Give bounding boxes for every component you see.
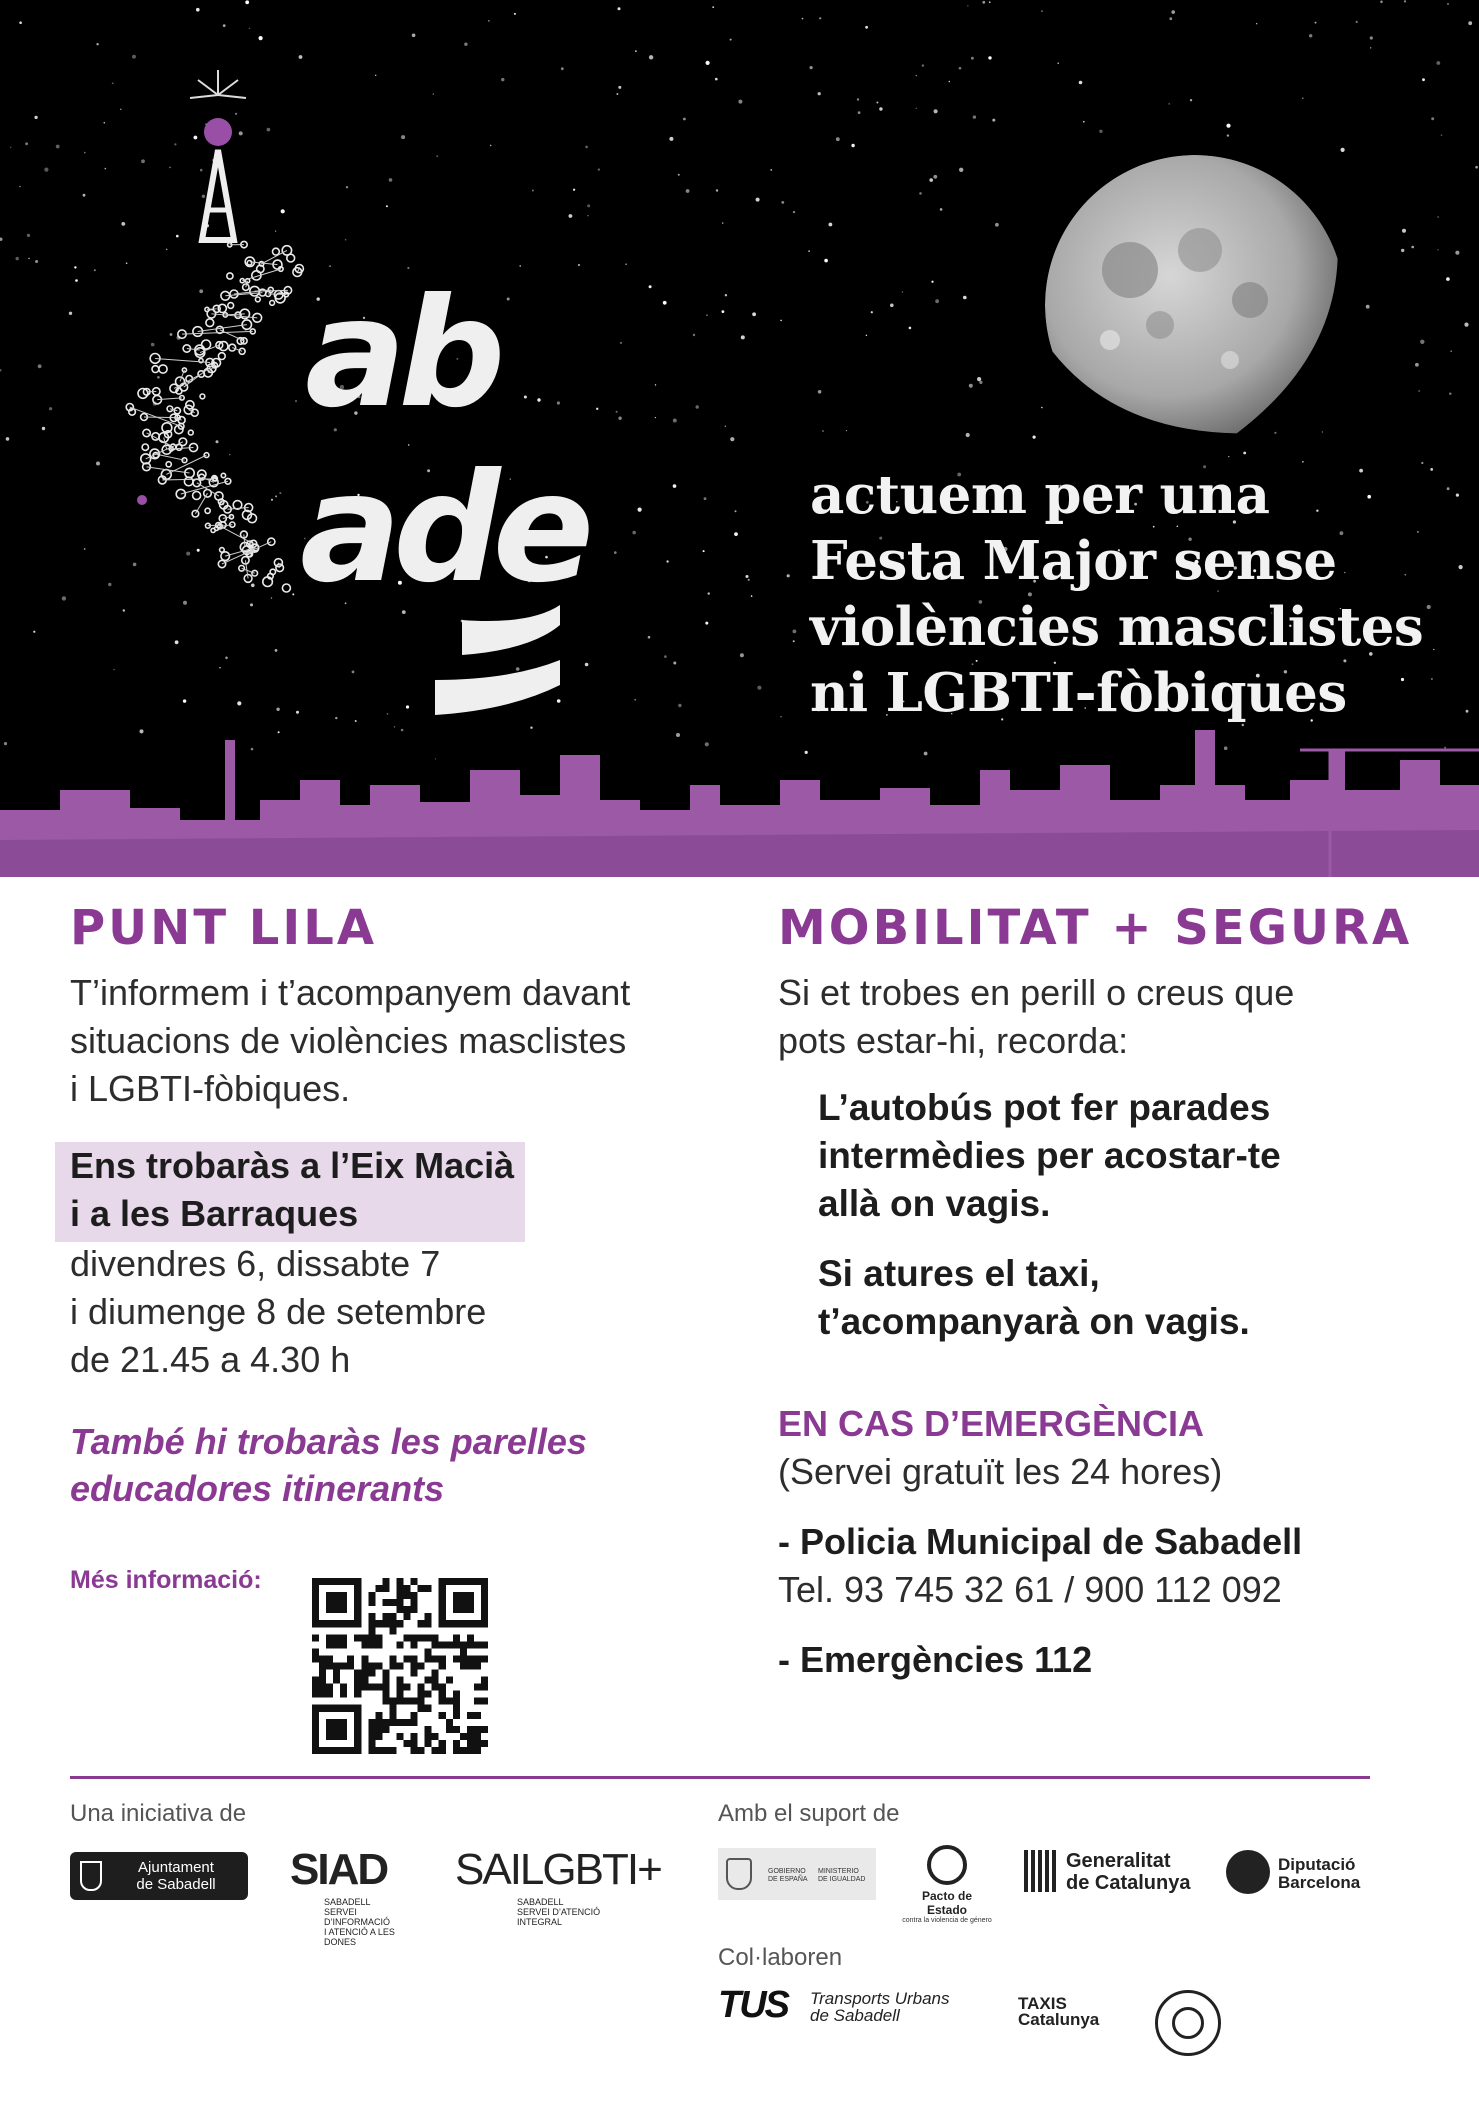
city-skyline — [0, 730, 1479, 877]
qr-code[interactable] — [312, 1578, 488, 1754]
educators-line: educadores itinerants — [70, 1468, 445, 1509]
bus-tip-line: allà on vagis. — [818, 1183, 1051, 1224]
logo-line: Barcelona — [1278, 1873, 1361, 1892]
radio-taxi-seal-icon — [1155, 1990, 1221, 2056]
logo-line: Transports Urbans — [810, 1989, 950, 2008]
support-label: Amb el suport de — [718, 1800, 900, 1827]
diputacio-text — [1278, 1856, 1360, 1892]
siad-subtext — [324, 1897, 415, 1947]
initiative-label: Una iniciativa de — [70, 1800, 247, 1827]
logo-line: Diputació — [1278, 1855, 1356, 1874]
schedule-line: divendres 6, dissabte 7 — [70, 1243, 441, 1284]
crest-icon — [726, 1858, 752, 1890]
bus-tip — [818, 1084, 1281, 1228]
shield-icon — [80, 1861, 102, 1891]
taxi-tip-line: Si atures el taxi, — [818, 1253, 1100, 1294]
logo-line: SABADELL — [517, 1897, 564, 1907]
emergency-heading: EN CAS D’EMERGÈNCIA — [778, 1403, 1205, 1444]
educators-note — [70, 1418, 587, 1512]
sailgbti-logo — [455, 1845, 661, 1930]
gobierno-text — [768, 1868, 808, 1884]
taxi-tip — [818, 1250, 1250, 1346]
logo-line: SABADELL — [324, 1897, 371, 1907]
location-text — [70, 1142, 514, 1238]
intro-line: pots estar-hi, recorda: — [778, 1020, 1129, 1061]
svg-text:ab: ab — [305, 267, 498, 441]
senyera-icon — [1024, 1850, 1056, 1892]
police-contact — [778, 1518, 1302, 1614]
gobierno-espana-logo — [718, 1848, 876, 1900]
logo-line: GOBIERNO — [768, 1868, 806, 1875]
constellation-s — [126, 241, 303, 592]
bus-tip-line: intermèdies per acostar-te — [818, 1135, 1281, 1176]
seal-inner-icon — [1172, 2007, 1204, 2039]
police-name: - Policia Municipal de Sabadell — [778, 1521, 1303, 1562]
pacto-estado-logo — [902, 1845, 992, 1924]
collab-label: Col·laboren — [718, 1944, 843, 1971]
tagline-line: Festa Major sense — [810, 530, 1337, 592]
footer-divider — [70, 1776, 1370, 1779]
siad-logo — [290, 1845, 415, 1947]
generalitat-logo — [1024, 1848, 1204, 1898]
hero-banner — [0, 0, 1479, 877]
location-line: Ens trobaràs a l’Eix Macià — [70, 1145, 515, 1186]
sabadell-logo — [90, 60, 790, 760]
logo-line: Generalitat — [1066, 1850, 1171, 1872]
emergency-112-text[interactable]: - Emergències 112 — [778, 1639, 1093, 1680]
logo-line: Catalunya — [1018, 2010, 1100, 2029]
logo-line: de Catalunya — [1066, 1872, 1191, 1894]
taxi-tip-line: t’acompanyarà on vagis. — [818, 1301, 1250, 1342]
ajuntament-logo-text — [112, 1859, 240, 1893]
police-phone[interactable]: Tel. 93 745 32 61 / 900 112 092 — [778, 1569, 1282, 1610]
sailgbti-subtext — [517, 1897, 635, 1927]
logo-line: Pacto de Estado — [921, 1889, 972, 1917]
ministerio-text — [818, 1868, 865, 1884]
generalitat-text — [1066, 1850, 1190, 1894]
mobilitat-heading: MOBILITAT + SEGURA — [778, 900, 1413, 956]
tagline-line: ni LGBTI-fòbiques — [810, 662, 1347, 724]
logo-line: de Sabadell — [136, 1876, 216, 1893]
intro-line: T’informem i t’acompanyem davant — [70, 972, 631, 1013]
moon-image — [1010, 150, 1380, 440]
diputacio-barcelona-logo — [1226, 1850, 1376, 1898]
taxis-catalunya-logo — [1018, 1996, 1108, 2056]
emergency-subtitle-text: (Servei gratuït les 24 hores) — [778, 1451, 1223, 1492]
tagline-line: actuem per una — [810, 464, 1270, 526]
tagline-line: violències masclistes — [810, 596, 1424, 658]
intro-line: i LGBTI-fòbiques. — [70, 1068, 351, 1109]
schedule-line: de 21.45 a 4.30 h — [70, 1339, 351, 1380]
hero-tagline — [810, 462, 1424, 726]
intro-line: Si et trobes en perill o creus que — [778, 972, 1295, 1013]
punt-lila-intro — [70, 969, 630, 1113]
svg-text:ade: ade — [300, 442, 587, 616]
logo-line: SERVEI D’ATENCIÓ INTEGRAL — [517, 1907, 601, 1927]
more-info-label: Més informació: — [70, 1566, 262, 1594]
intro-line: situacions de violències masclistes — [70, 1020, 627, 1061]
logo-line: TAXIS — [1018, 1994, 1067, 2013]
logo-line: contra la violencia de género — [902, 1917, 992, 1924]
diputacio-emblem-icon — [1226, 1850, 1270, 1894]
tus-logo — [718, 1986, 978, 2026]
schedule-text — [70, 1240, 486, 1384]
location-line: i a les Barraques — [70, 1193, 359, 1234]
logo-line: de Sabadell — [810, 2006, 900, 2025]
tus-mark: TUS — [718, 1984, 788, 2026]
logo-line: Ajuntament — [138, 1859, 214, 1876]
logo-line: DE IGUALDAD — [818, 1876, 866, 1883]
logo-line: MINISTERIO — [818, 1868, 859, 1875]
logo-line: I ATENCIÓ A LES DONES — [324, 1927, 395, 1947]
ring-icon — [927, 1845, 967, 1885]
sailgbti-mark: SAILGBTI+ — [455, 1845, 661, 1894]
schedule-line: i diumenge 8 de setembre — [70, 1291, 487, 1332]
mobilitat-intro — [778, 969, 1294, 1065]
emergency-subtitle — [778, 1448, 1222, 1496]
siad-mark: SIAD — [290, 1845, 388, 1894]
bus-tip-line: L’autobús pot fer parades — [818, 1087, 1271, 1128]
educators-line: També hi trobaràs les parelles — [70, 1421, 587, 1462]
ajuntament-sabadell-logo — [70, 1852, 248, 1900]
punt-lila-heading: PUNT LILA — [70, 900, 377, 956]
tus-text — [810, 1990, 950, 2024]
logo-line: SERVEI D’INFORMACIÓ — [324, 1907, 390, 1927]
emergency-number — [778, 1636, 1092, 1684]
logo-line: DE ESPAÑA — [768, 1876, 808, 1883]
